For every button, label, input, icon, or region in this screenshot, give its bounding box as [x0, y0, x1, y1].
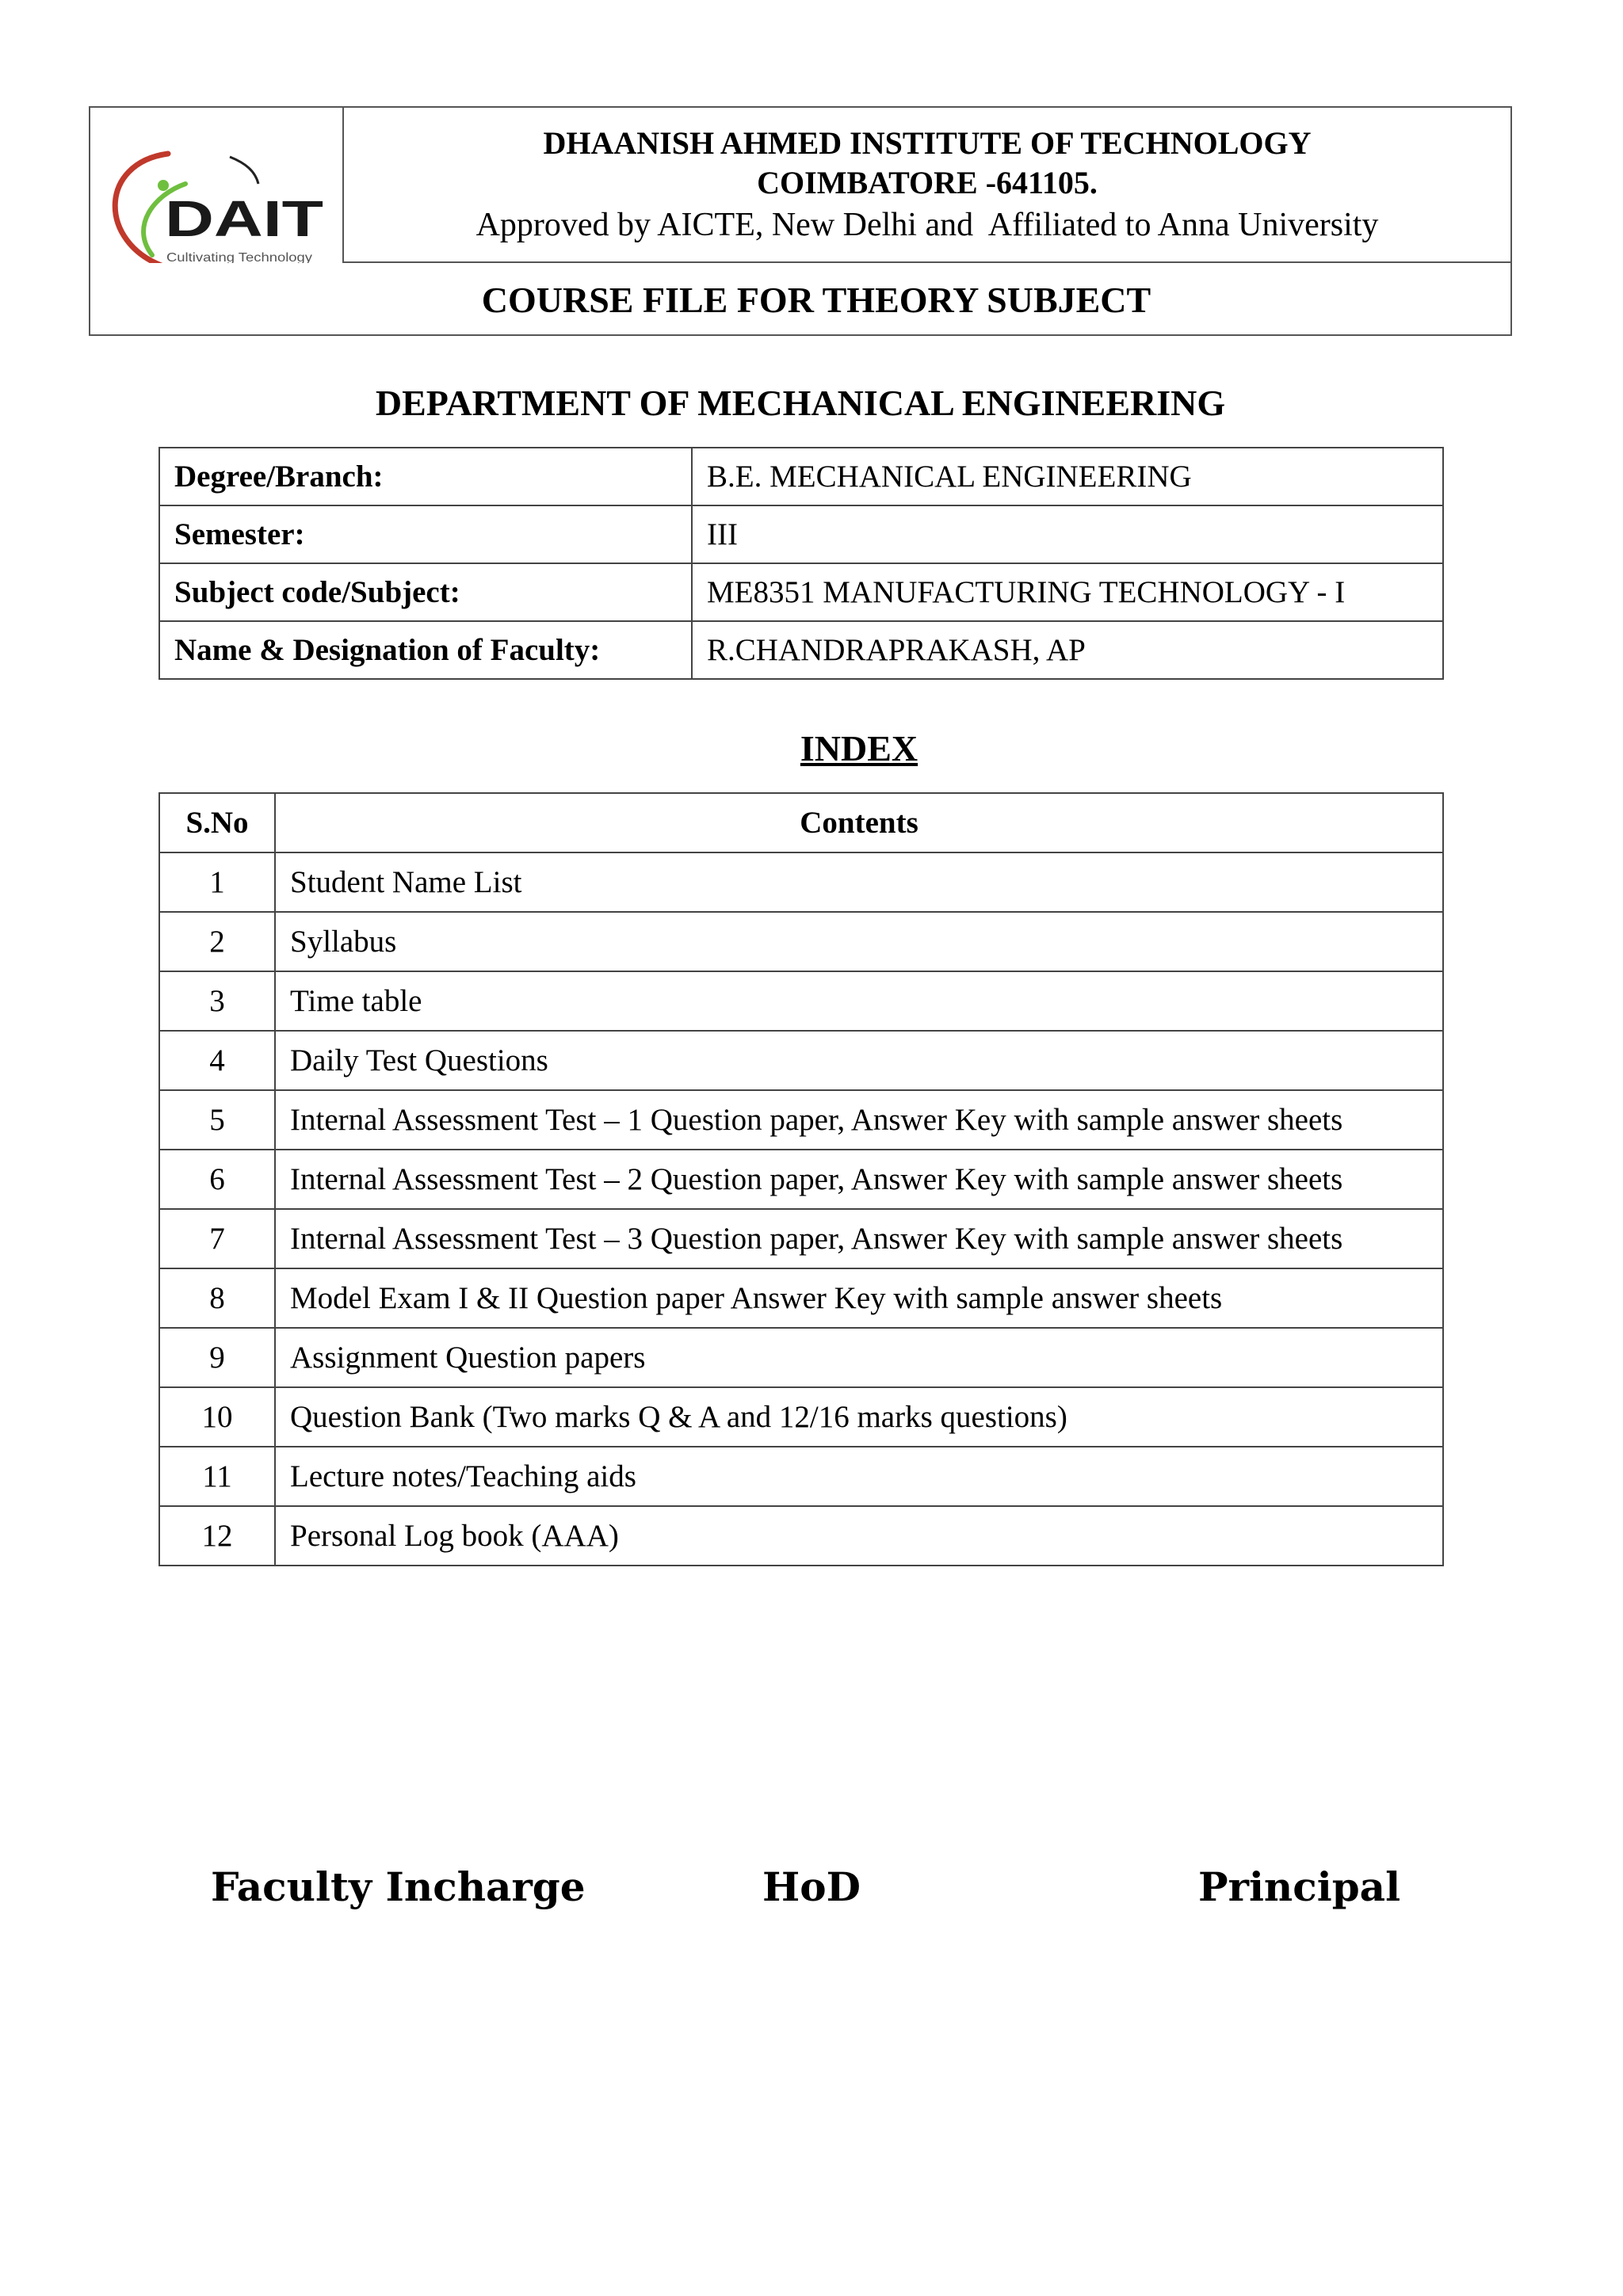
document-header [89, 106, 1512, 336]
institute-approval: Approved by AICTE, New Delhi and Affiliated to Anna University [475, 207, 1379, 243]
index-sno: 11 [159, 1447, 275, 1506]
info-row-subject [159, 563, 1443, 621]
index-row [159, 1209, 1443, 1268]
index-content: Student Name List [275, 852, 1443, 912]
index-row [159, 1328, 1443, 1387]
index-row [159, 1090, 1443, 1150]
info-value: R.CHANDRAPRAKASH, AP [692, 621, 1443, 679]
department-title: DEPARTMENT OF MECHANICAL ENGINEERING [375, 383, 1226, 423]
index-content: Internal Assessment Test – 3 Question paper, Answer Key with sample answer sheets [275, 1209, 1443, 1268]
index-content: Internal Assessment Test – 1 Question paper, Answer Key with sample answer sheets [275, 1090, 1443, 1150]
institute-info [344, 108, 1510, 263]
index-content: Time table [275, 971, 1443, 1031]
index-row [159, 1031, 1443, 1090]
info-value: ME8351 MANUFACTURING TECHNOLOGY - I [692, 563, 1443, 621]
course-info-table [158, 447, 1444, 680]
index-content: Assignment Question papers [275, 1328, 1443, 1387]
info-label: Degree/Branch: [159, 448, 692, 505]
faculty-incharge-signature: Faculty Incharge [211, 1863, 586, 1910]
index-row [159, 912, 1443, 971]
index-content: Daily Test Questions [275, 1031, 1443, 1090]
index-row [159, 1447, 1443, 1506]
index-sno: 8 [159, 1268, 275, 1328]
index-sno: 3 [159, 971, 275, 1031]
index-sno: 6 [159, 1150, 275, 1209]
principal-signature: Principal [1198, 1863, 1401, 1910]
logo-tagline: Cultivating Technology [166, 251, 312, 263]
index-sno: 12 [159, 1506, 275, 1566]
index-sno: 7 [159, 1209, 275, 1268]
index-sno: 10 [159, 1387, 275, 1447]
index-content: Question Bank (Two marks Q & A and 12/16 marks questions) [275, 1387, 1443, 1447]
info-row-degree [159, 448, 1443, 505]
signature-block [0, 1863, 1623, 1927]
index-row [159, 1268, 1443, 1328]
index-sno: 4 [159, 1031, 275, 1090]
info-row-semester [159, 505, 1443, 563]
contents-header: Contents [275, 793, 1443, 852]
index-content: Personal Log book (AAA) [275, 1506, 1443, 1566]
info-value: III [692, 505, 1443, 563]
index-row [159, 1506, 1443, 1566]
index-row [159, 971, 1443, 1031]
index-content: Lecture notes/Teaching aids [275, 1447, 1443, 1506]
course-file-title: COURSE FILE FOR THEORY SUBJECT [481, 280, 1151, 320]
info-row-faculty [159, 621, 1443, 679]
dait-logo [90, 108, 344, 263]
index-content: Syllabus [275, 912, 1443, 971]
index-header-row [159, 793, 1443, 852]
institute-name: DHAANISH AHMED INSTITUTE OF TECHNOLOGY [543, 125, 1312, 161]
info-label: Semester: [159, 505, 692, 563]
index-sno: 1 [159, 852, 275, 912]
sno-header: S.No [159, 793, 275, 852]
logo-cell [90, 108, 344, 263]
index-row [159, 852, 1443, 912]
index-row [159, 1387, 1443, 1447]
info-value: B.E. MECHANICAL ENGINEERING [692, 448, 1443, 505]
index-sno: 2 [159, 912, 275, 971]
index-sno: 9 [159, 1328, 275, 1387]
logo-text: DAIT [165, 190, 323, 247]
info-label: Name & Designation of Faculty: [159, 621, 692, 679]
index-title: INDEX [800, 728, 918, 769]
index-row [159, 1150, 1443, 1209]
index-table [158, 792, 1444, 1566]
info-label: Subject code/Subject: [159, 563, 692, 621]
institute-city: COIMBATORE -641105. [757, 165, 1098, 200]
hod-signature: HoD [762, 1863, 861, 1910]
index-content: Model Exam I & II Question paper Answer Key with sample answer sheets [275, 1268, 1443, 1328]
index-content: Internal Assessment Test – 2 Question paper, Answer Key with sample answer sheets [275, 1150, 1443, 1209]
index-sno: 5 [159, 1090, 275, 1150]
